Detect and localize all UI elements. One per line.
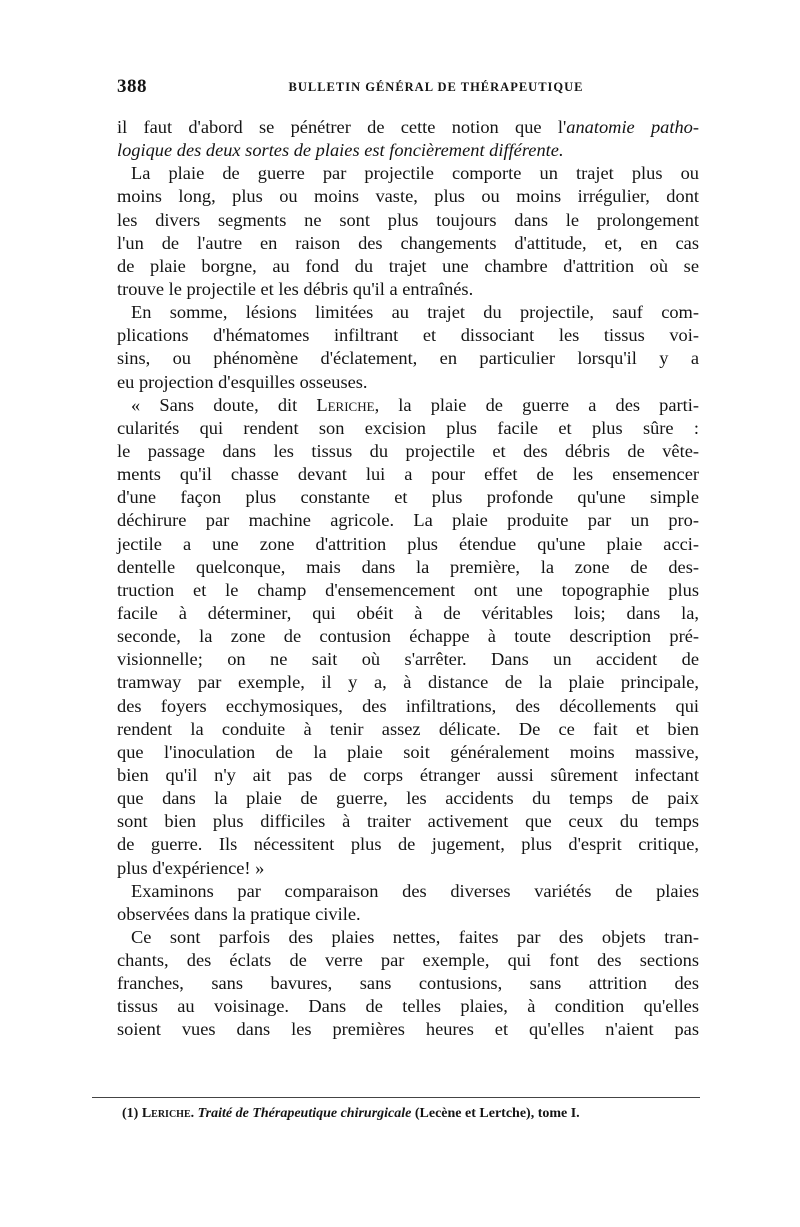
text-line: sont bien plus difficiles à traiter activement que ceux du temps [117, 811, 699, 832]
footnote [122, 1106, 682, 1122]
text-line: déchirure par machine agricole. La plaie produite par un pro- [117, 510, 699, 531]
text-line: moins long, plus ou moins vaste, plus ou moins irrégulier, dont [117, 186, 699, 207]
footnote-title: Traité de Thérapeutique chirurgicale [197, 1106, 412, 1121]
text-line: les divers segments ne sont plus toujours dans le prolongement [117, 209, 699, 230]
paragraph-first-line [117, 394, 699, 417]
paragraph-first-line: Ce sont parfois des plaies nettes, faites par des objets tran- [131, 926, 699, 947]
text-line: seconde, la zone de contusion échappe à toute description pré- [117, 626, 699, 647]
text-line: visionnelle; on ne sait où s'arrêter. Dans un accident de [117, 649, 699, 670]
text-line: que l'inoculation de la plaie soit généralement moins massive, [117, 741, 699, 762]
text-line: chants, des éclats de verre par exemple, qui font des sections [117, 950, 699, 971]
text-line: de plaie borgne, au fond du trajet une chambre d'attrition où se [117, 255, 699, 276]
paragraph-first-line: La plaie de guerre par projectile comporte un trajet plus ou [131, 163, 699, 184]
author-name: Leriche [316, 394, 375, 415]
footnote-divider [92, 1097, 700, 1098]
text-line: cularités qui rendent son excision plus facile et plus sûre : [117, 417, 699, 438]
text-line: eu projection d'esquilles osseuses. [117, 371, 368, 392]
paragraph-first-line: Examinons par comparaison des diverses variétés de plaies [131, 880, 699, 901]
text-line: rendent la conduite à tenir assez délicate. De ce fait et bien [117, 718, 699, 739]
text-line: jectile a une zone d'attrition plus étendue qu'une plaie acci- [117, 533, 699, 554]
text-line: d'une façon plus constante et plus profonde qu'une simple [117, 487, 699, 508]
text-span: « Sans doute, dit [131, 394, 317, 415]
text-line: tissus au voisinage. Dans de telles plaies, à condition qu'elles [117, 996, 699, 1017]
footnote-marker: (1) [122, 1106, 139, 1121]
text-line: que dans la plaie de guerre, les accidents du temps de paix [117, 788, 699, 809]
text-line: dentelle quelconque, mais dans la première, la zone de des- [117, 556, 699, 577]
running-title: BULLETIN GÉNÉRAL DE THÉRAPEUTIQUE [288, 80, 584, 94]
text-line: franches, sans bavures, sans contusions, sans attrition des [117, 973, 699, 994]
text-line: trouve le projectile et les débris qu'il a entraînés. [117, 278, 474, 299]
text-line: bien qu'il n'y ait pas de corps étranger aussi sûrement infectant [117, 764, 699, 785]
italic-span: anatomie patho- [566, 117, 699, 137]
text-line: facile à déterminer, qui obéit à de véritables lois; dans la, [117, 602, 699, 623]
text-line: tramway par exemple, il y a, à distance de la plaie principale, [117, 672, 699, 693]
text-line: des foyers ecchymosiques, des infiltrations, des décollements qui [117, 695, 699, 716]
body-text [117, 116, 699, 1042]
page-number: 388 [117, 76, 147, 97]
text-line: plications d'hématomes infiltrant et dissociant les tissus voi- [117, 325, 699, 346]
page-header [117, 76, 699, 100]
footnote-author: Leriche. [141, 1106, 195, 1121]
text-line: logique des deux sortes de plaies est foncièrement différente. [117, 140, 564, 161]
text-line [117, 116, 699, 139]
text-line: soient vues dans les premières heures et qu'elles n'aient pas [117, 1019, 699, 1040]
text-span: , la plaie de guerre a des parti- [374, 394, 699, 415]
text-line: sins, ou phénomène d'éclatement, en particulier lorsqu'il y a [117, 348, 699, 369]
text-span: il faut d'abord se pénétrer de cette notion que l' [117, 117, 567, 137]
paragraph-first-line: En somme, lésions limitées au trajet du projectile, sauf com- [131, 302, 699, 323]
text-line: l'un de l'autre en raison des changements d'attitude, et, en cas [117, 232, 699, 253]
text-line: ments qu'il chasse devant lui a pour effet de les ensemencer [117, 464, 699, 485]
text-line: observées dans la pratique civile. [117, 903, 361, 924]
text-line: plus d'expérience! » [117, 857, 265, 878]
text-line: truction et le champ d'ensemencement ont une topographie plus [117, 579, 699, 600]
text-line: le passage dans les tissus du projectile et des débris de vête- [117, 440, 699, 461]
text-line: de guerre. Ils nécessitent plus de jugement, plus d'esprit critique, [117, 834, 699, 855]
footnote-publisher: (Lecène et Lertche), tome I. [414, 1106, 580, 1121]
